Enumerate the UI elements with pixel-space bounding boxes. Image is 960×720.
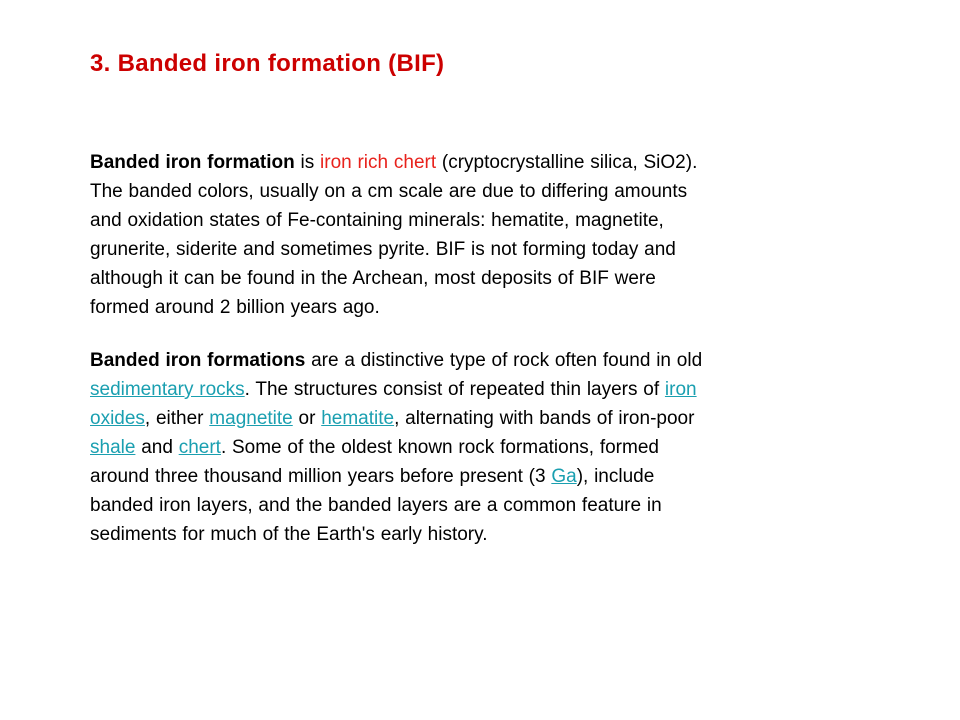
text-line: although it can be found in the Archean, most deposits of BIF were xyxy=(90,268,656,289)
text-line xyxy=(90,433,870,462)
term-banded-iron-formation: Banded iron formation xyxy=(90,152,295,173)
text-segment: ), include xyxy=(576,466,655,487)
text-line xyxy=(90,346,870,375)
text-segment: or xyxy=(292,408,322,429)
text-line xyxy=(90,148,870,177)
text-segment: around three thousand million years before present (3 xyxy=(90,466,552,487)
text-line xyxy=(90,375,870,404)
text-line: The banded colors, usually on a cm scale are due to differing amounts xyxy=(90,181,688,202)
text-segment: is xyxy=(294,152,321,173)
text-line xyxy=(90,462,870,491)
link-iron-oxides[interactable]: iron xyxy=(664,379,697,400)
text-segment: (cryptocrystalline silica, SiO2). xyxy=(436,152,698,173)
link-chert[interactable]: chert xyxy=(178,437,221,458)
term-banded-iron-formations: Banded iron formations xyxy=(90,350,306,371)
text-line: formed around 2 billion years ago. xyxy=(90,297,380,318)
link-shale[interactable]: shale xyxy=(90,437,136,458)
link-sedimentary-rocks[interactable]: sedimentary rocks xyxy=(90,379,245,400)
text-segment: , alternating with bands of iron-poor xyxy=(394,408,695,429)
text-segment: . Some of the oldest known rock formations, formed xyxy=(220,437,659,458)
text-line: grunerite, siderite and sometimes pyrite. BIF is not forming today and xyxy=(90,239,676,260)
text-line: and oxidation states of Fe-containing minerals: hematite, magnetite, xyxy=(90,210,664,231)
text-segment: and xyxy=(135,437,179,458)
text-line: banded iron layers, and the banded layers are a common feature in xyxy=(90,495,662,516)
text-segment: . The structures consist of repeated thin layers of xyxy=(244,379,665,400)
link-ga[interactable]: Ga xyxy=(551,466,577,487)
text-line: sediments for much of the Earth's early history. xyxy=(90,524,488,545)
link-hematite[interactable]: hematite xyxy=(321,408,395,429)
link-magnetite[interactable]: magnetite xyxy=(209,408,293,429)
text-line xyxy=(90,404,870,433)
link-iron-oxides-cont[interactable]: oxides xyxy=(90,408,145,429)
paragraph-bif-description xyxy=(90,346,870,549)
highlight-iron-rich-chert: iron rich chert xyxy=(320,152,437,173)
slide-title: 3. Banded iron formation (BIF) xyxy=(90,50,445,77)
text-segment: , either xyxy=(144,408,210,429)
text-segment: are a distinctive type of rock often found in old xyxy=(305,350,703,371)
paragraph-bif-definition xyxy=(90,148,870,322)
